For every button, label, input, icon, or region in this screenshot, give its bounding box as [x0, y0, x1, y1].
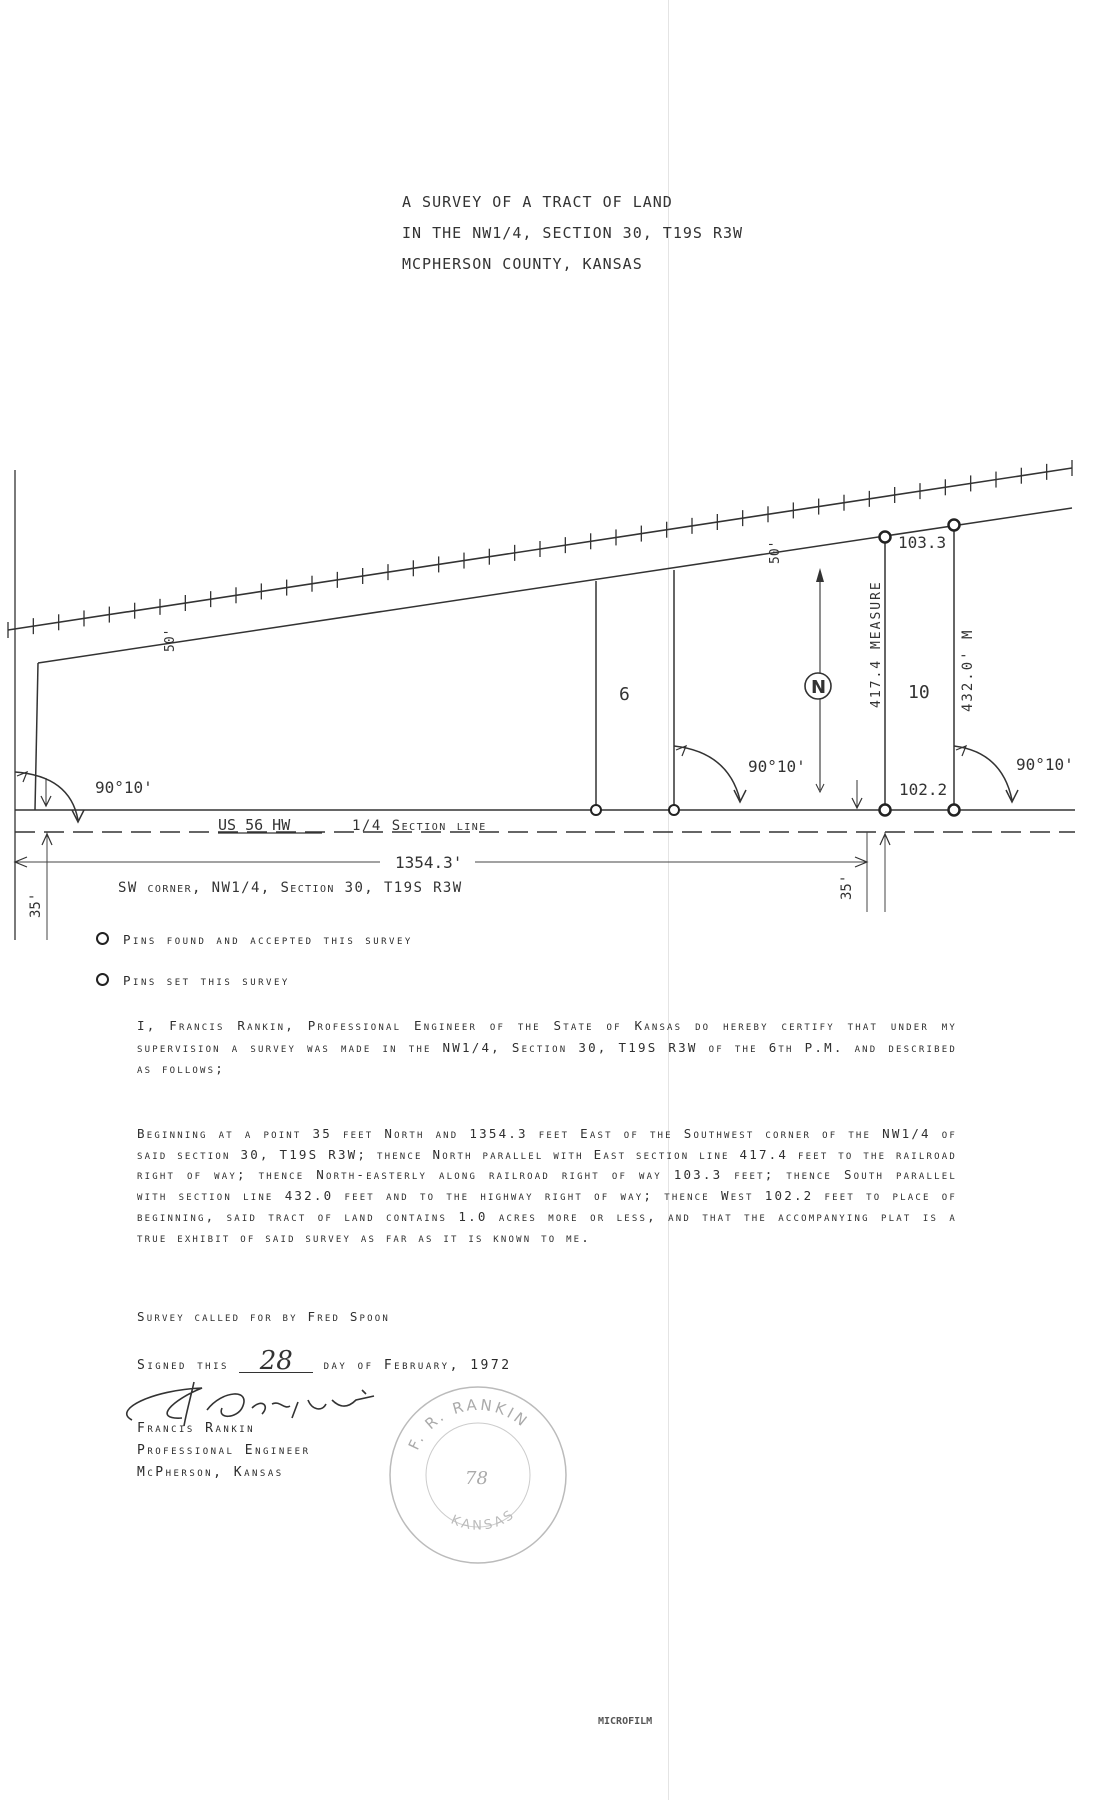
pin-set [949, 520, 960, 531]
microfilm-stamp: MICROFILM [598, 1716, 653, 1727]
tract-west-line [35, 663, 38, 810]
angle-arc-mid [674, 746, 740, 800]
legend-pins-found: Pins found and accepted this survey [96, 932, 413, 947]
dimension-east-measured: 417.4 MEASURE [869, 580, 884, 708]
tract-label-6: 6 [619, 684, 630, 705]
quarter-section-label: 1/4 Section line [352, 818, 487, 834]
title-line-2: IN THE NW1/4, SECTION 30, T19S R3W [402, 224, 744, 242]
pin-set-icon [96, 973, 109, 986]
pin-set [880, 532, 891, 543]
seal-number: 78 [465, 1468, 488, 1489]
dimension-row-left: 50' [163, 628, 178, 652]
dimension-35-left: 35' [28, 892, 44, 918]
engineer-city: McPherson, Kansas [137, 1465, 284, 1480]
railroad-right-of-way [38, 508, 1072, 663]
svg-text:KANSAS [449, 1506, 519, 1533]
sw-corner-label: SW corner, NW1/4, Section 30, T19S R3W [118, 880, 463, 896]
highway-label: US 56 HW [218, 816, 291, 834]
engineer-name: Francis Rankin [137, 1421, 256, 1436]
certificate-paragraph-3: Survey called for by Fred Spoon [137, 1309, 391, 1324]
tract-label-10: 10 [908, 682, 930, 703]
seal-state: KANSAS [448, 1506, 519, 1534]
dimension-total: 1354.3' [395, 853, 463, 872]
pin-found-icon [96, 932, 109, 945]
pin-set [880, 805, 891, 816]
angle-label-mid: 90°10' [748, 757, 806, 776]
seal-name: F. R. RANKIN [404, 1395, 533, 1453]
pin-found [669, 805, 679, 815]
dimension-west-measured: 432.0' M [960, 628, 976, 712]
angle-label-right: 90°10' [1016, 755, 1074, 774]
title-line-3: MCPHERSON COUNTY, KANSAS [402, 255, 643, 273]
engineer-seal [383, 1380, 573, 1570]
dimension-bottom: 102.2 [899, 780, 948, 799]
dimension-top: 103.3 [898, 533, 947, 552]
signature-block [137, 1418, 311, 1484]
certificate-paragraph-2: Beginning at a point 35 feet North and 1354.3 feet East of the Southwest corner of the NW1/4 of said section 30, T19S R3W; thence North parallel with East section line 417.4 feet to the railroad right of way; thence North-easterly along railroad right of way 103.3 feet; thence South parallel with section line 432.0 feet and to the highway right of way; thence West 102.2 feet to place of beginning, said tract of land contains 1.0 acres more or less, and that the accompanying plat is a true exhibit of said survey as far as it is known to me. [137, 1126, 957, 1245]
pin-found [591, 805, 601, 815]
north-label: N [811, 677, 827, 698]
dimension-35-right: 35' [839, 874, 855, 900]
angle-label-left: 90°10' [95, 778, 153, 797]
dimension-row-right: 50' [768, 540, 783, 564]
certificate-paragraph-1: I, Francis Rankin, Professional Engineer of the State of Kansas do hereby certify that under my supervision a survey was made in the NW1/4, Section 30, T19S R3W of the 6th P.M. and described as follows; [137, 1018, 957, 1076]
legend-pins-set: Pins set this survey [96, 973, 290, 988]
engineer-title: Professional Engineer [137, 1443, 311, 1458]
signed-line: Signed this 28 day of February, 1972 [137, 1346, 512, 1376]
pin-set [949, 805, 960, 816]
title-line-1: A SURVEY OF A TRACT OF LAND [402, 193, 673, 211]
signed-day: 28 [239, 1350, 313, 1373]
